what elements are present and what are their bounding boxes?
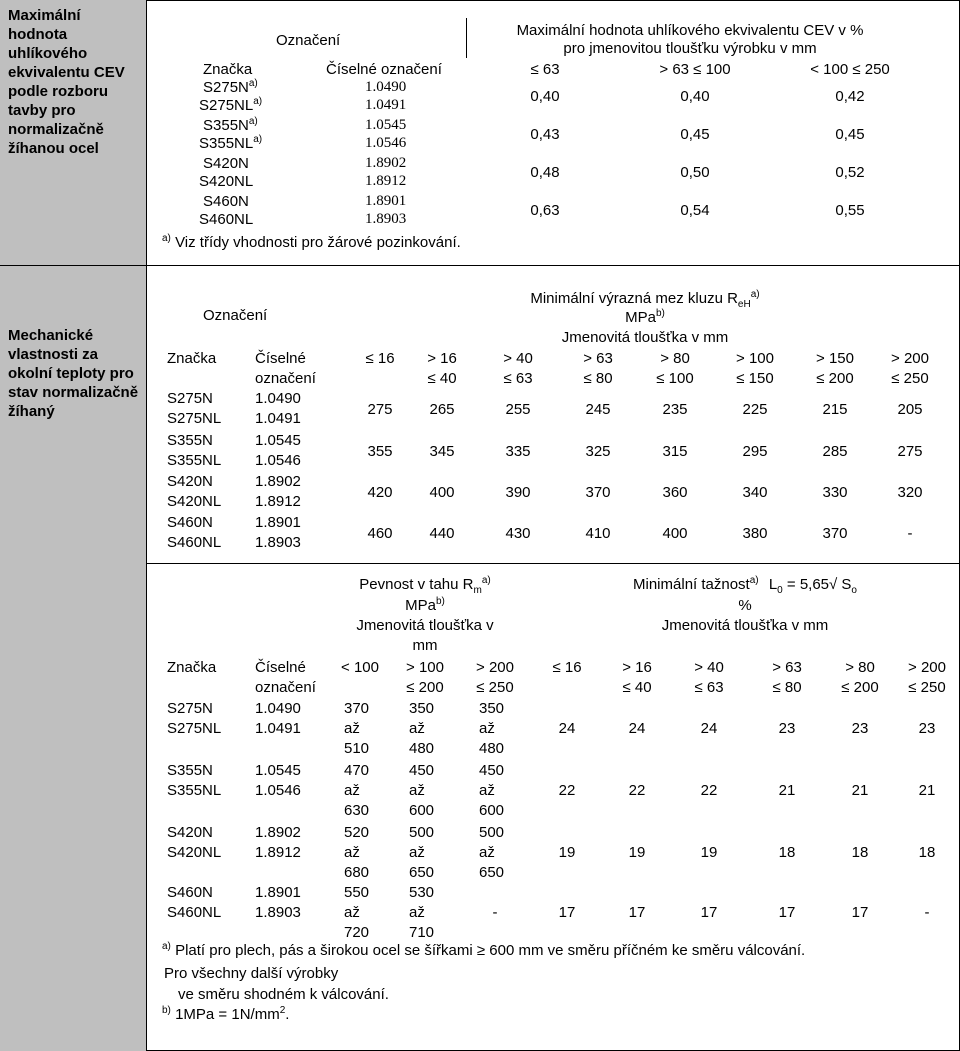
tensile-value: až [479,782,495,799]
cev-grade-text: S420NL [199,173,254,190]
tensile-col-header: ≤ 200 [406,679,444,696]
cev-value: 0,48 [530,164,560,181]
tensile-grade: S420N [167,824,213,841]
cev-value: 0,40 [530,88,560,105]
elong-col-header: > 200 [908,659,946,676]
cev-value: 0,63 [530,202,560,219]
cev-grade [203,79,258,96]
yield-value: 275 [897,443,923,460]
cev-number: 1.8901 [365,193,407,209]
yield-value: 330 [822,484,848,501]
cev-grade-text: S460NL [199,211,254,228]
tensile-value: 510 [344,740,370,757]
cev-head-oznaceni: Označení [276,32,341,49]
elong-thickness: Jmenovitá tloušťka v mm [661,617,829,634]
cev-grade-text: S460N [203,193,249,210]
footnote-b-mark: b) [162,1005,171,1016]
tensile-col-ciselne-2: označení [255,679,316,696]
tensile-value: až [409,844,425,861]
yield-col-header: > 150 [816,350,854,367]
yield-title-sup: a) [750,289,760,300]
elong-unit: % [738,597,752,614]
elong-value: 23 [851,720,869,737]
elong-value: 23 [918,720,936,737]
cev-grade-text: S420N [203,155,249,172]
tensile-grade: S355NL [167,782,222,799]
cev-grade-text: S275NL [199,97,254,114]
cev-grade-sup: a) [253,96,263,107]
yield-value: 370 [822,525,848,542]
elong-value: - [924,904,930,921]
yield-value: 370 [585,484,611,501]
tensile-value: 350 [409,700,435,717]
yield-col-header: > 16 [427,350,457,367]
cev-value: 0,43 [530,126,560,143]
yield-value: 430 [505,525,531,542]
elong-value: 24 [700,720,718,737]
yield-mpa-sup: b) [655,308,665,319]
tensile-value: 500 [409,824,435,841]
yield-value: 345 [429,443,455,460]
cev-head-line1: Maximální hodnota uhlíkového ekvivalentu CEV v % [516,22,864,39]
tensile-col-ciselne-1: Číselné [255,659,306,676]
cev-value: 0,42 [835,88,865,105]
cev-head-divider [466,18,467,58]
yield-number: 1.8902 [255,473,301,490]
elong-value: 17 [628,904,646,921]
tensile-value: až [479,844,495,861]
tensile-value: až [409,782,425,799]
yield-col-header: ≤ 40 [427,370,457,387]
elong-title-sup: a) [749,575,759,586]
yield-col-znacka: Značka [167,350,217,367]
tensile-number: 1.8912 [255,844,301,861]
tensile-value: 630 [344,802,370,819]
cev-value: 0,45 [835,126,865,143]
tensile-value: 500 [479,824,505,841]
tensile-mpa-text: MPa [405,597,436,614]
yield-value: 285 [822,443,848,460]
tensile-value: až [344,782,360,799]
elong-col-header: ≤ 250 [908,679,946,696]
tensile-value: až [479,720,495,737]
tensile-number: 1.0546 [255,782,301,799]
yield-col-header: ≤ 250 [891,370,929,387]
tensile-value: 350 [479,700,505,717]
elong-value: 22 [628,782,646,799]
cev-grade-sup: a) [248,78,258,89]
yield-col-header: ≤ 150 [736,370,774,387]
yield-grade: S355N [167,432,213,449]
elong-value: 17 [700,904,718,921]
footnote-a-line2: Pro všechny další výrobky [164,965,339,982]
footnote-a-mark: a) [162,941,171,952]
yield-value: 340 [742,484,768,501]
tensile-value: 450 [409,762,435,779]
tensile-value: 550 [344,884,370,901]
yield-thickness: Jmenovitá tloušťka v mm [561,329,729,346]
footnote-b [162,1006,289,1023]
cev-grade [199,173,253,190]
elong-title [570,575,920,596]
yield-grade: S460NL [167,534,222,551]
footnote-b-sup: 2 [279,1005,286,1016]
yield-col-header: ≤ 16 [365,350,395,367]
yield-title [470,289,820,310]
elong-value: 18 [778,844,796,861]
elong-col-header: ≤ 40 [622,679,652,696]
cev-grade-text: S355NL [199,135,254,152]
yield-col-header: ≤ 200 [816,370,854,387]
cev-grade [203,155,249,172]
cev-col-t3: < 100 ≤ 250 [810,61,890,78]
yield-grade: S420N [167,473,213,490]
yield-value: 440 [429,525,455,542]
tensile-thickness-1: Jmenovitá tloušťka v [356,617,494,634]
tensile-grade: S460N [167,884,213,901]
footnote-a-line1: Platí pro plech, pás a širokou ocel se šířkami ≥ 600 mm ve směru příčném ke směru válcování. [175,942,806,959]
elong-value: 21 [918,782,936,799]
cev-value: 0,52 [835,164,865,181]
elong-formula-sub0: 0 [777,585,783,596]
elong-value: 18 [851,844,869,861]
elong-value: 23 [778,720,796,737]
yield-grade: S275NL [167,410,222,427]
yield-value: 265 [429,401,455,418]
yield-value: 460 [367,525,393,542]
tensile-value: až [344,720,360,737]
elong-col-header: > 63 [772,659,802,676]
yield-col-header: ≤ 63 [503,370,533,387]
cev-head-line2: pro jmenovitou tloušťku výrobku v mm [563,40,817,57]
elong-col-header: ≤ 63 [694,679,724,696]
yield-col-header: ≤ 100 [656,370,694,387]
tensile-value: 470 [344,762,370,779]
tensile-number: 1.0545 [255,762,301,779]
elong-col-header: ≤ 200 [841,679,879,696]
yield-value: 335 [505,443,531,460]
yield-number: 1.8903 [255,534,301,551]
tensile-value: 650 [479,864,505,881]
yield-col-header: > 100 [736,350,774,367]
tensile-mpa-sup: b) [435,596,445,607]
tensile-col-header: < 100 [341,659,379,676]
elong-value: 24 [628,720,646,737]
tensile-value: 480 [479,740,505,757]
tensile-value: až [409,720,425,737]
tensile-col-header: > 200 [476,659,514,676]
yield-number: 1.0545 [255,432,301,449]
elong-col-header: ≤ 16 [552,659,582,676]
yield-value: 410 [585,525,611,542]
elong-value: 24 [558,720,576,737]
cev-number: 1.8902 [365,155,407,171]
elong-formula-eq: = 5,65√ S [782,576,852,593]
elong-title-text: Minimální tažnost [633,576,750,593]
tensile-title [330,575,520,596]
tensile-value: - [492,904,498,921]
cev-number: 1.8912 [365,173,407,189]
yield-value: 245 [585,401,611,418]
elong-col-header: > 16 [622,659,652,676]
cev-number: 1.0546 [365,135,407,151]
elong-value: 22 [700,782,718,799]
cev-grade [203,193,249,210]
yield-number: 1.8901 [255,514,301,531]
tensile-title-sub: m [473,585,482,596]
tensile-value: 710 [409,924,435,941]
yield-col-ciselne-2: označení [255,370,316,387]
cev-col-znacka: Značka [203,61,253,78]
cev-grade [199,97,262,114]
yield-value: 420 [367,484,393,501]
cev-number: 1.0545 [365,117,407,133]
elong-value: 21 [778,782,796,799]
yield-value: 355 [367,443,393,460]
mech-section-label [0,266,147,1051]
yield-value: - [907,525,913,542]
yield-value: 360 [662,484,688,501]
yield-value: 400 [662,525,688,542]
tensile-col-header: > 100 [406,659,444,676]
cev-value: 0,54 [680,202,710,219]
tensile-grade: S275N [167,700,213,717]
elong-value: 19 [628,844,646,861]
tensile-value: 680 [344,864,370,881]
cev-number: 1.0491 [365,97,407,113]
yield-col-header: > 80 [660,350,690,367]
footnote-b-text: 1MPa = 1N/mm [175,1006,280,1023]
yield-value: 295 [742,443,768,460]
tensile-title-sup: a) [481,575,491,586]
yield-col-header: > 40 [503,350,533,367]
cev-col-t2: > 63 ≤ 100 [659,61,731,78]
tensile-value: 520 [344,824,370,841]
elong-formula-subo: o [851,585,857,596]
cev-col-t1: ≤ 63 [530,61,560,78]
yield-value: 380 [742,525,768,542]
cev-col-ciselne: Číselné označení [326,61,442,78]
tensile-value: 600 [409,802,435,819]
cev-footnote-mark: a) [162,233,171,244]
footnote-a [162,942,805,959]
yield-grade: S420NL [167,493,222,510]
elong-col-header: > 40 [694,659,724,676]
section-divider-2 [147,563,960,564]
yield-value: 390 [505,484,531,501]
elong-value: 17 [851,904,869,921]
tensile-title-text: Pevnost v tahu R [359,576,474,593]
cev-value: 0,45 [680,126,710,143]
mech-label-text: Mechanické vlastnosti za okolní teploty pro stav normalizačně žíhaný [8,327,139,420]
tensile-value: 650 [409,864,435,881]
yield-value: 215 [822,401,848,418]
yield-col-header: > 200 [891,350,929,367]
tensile-value: 480 [409,740,435,757]
elong-col-header: > 80 [845,659,875,676]
elong-value: 22 [558,782,576,799]
tensile-grade: S355N [167,762,213,779]
yield-mpa-text: MPa [625,309,656,326]
cev-label-text: Maximální hodnota uhlíkového ekvivalentu CEV podle rozboru tavby pro normalizačně žíhanou ocel [8,7,125,157]
cev-grade [199,135,262,152]
yield-value: 235 [662,401,688,418]
tensile-col-znacka: Značka [167,659,217,676]
cev-grade-sup: a) [253,134,263,145]
elong-value: 17 [558,904,576,921]
cev-grade [203,117,258,134]
cev-grade-text: S355N [203,117,249,134]
yield-head-oznaceni: Označení [203,307,268,324]
tensile-value: až [344,844,360,861]
cev-grade [199,211,253,228]
yield-col-header: > 63 [583,350,613,367]
tensile-value: 720 [344,924,370,941]
yield-number: 1.0546 [255,452,301,469]
tensile-number: 1.8902 [255,824,301,841]
tensile-number: 1.8903 [255,904,301,921]
yield-value: 325 [585,443,611,460]
yield-value: 315 [662,443,688,460]
elong-value: 19 [558,844,576,861]
yield-number: 1.0490 [255,390,301,407]
tensile-grade: S275NL [167,720,222,737]
elong-value: 19 [700,844,718,861]
yield-mpa [470,309,820,326]
yield-col-ciselne-1: Číselné [255,350,306,367]
yield-number: 1.0491 [255,410,301,427]
yield-value: 205 [897,401,923,418]
tensile-value: 600 [479,802,505,819]
footnote-a-line3: ve směru shodném k válcování. [178,986,389,1003]
yield-title-sub: eH [737,299,751,310]
tensile-value: až [409,904,425,921]
yield-grade: S355NL [167,452,222,469]
elong-value: 18 [918,844,936,861]
yield-value: 275 [367,401,393,418]
cev-number: 1.8903 [365,211,407,227]
cev-value: 0,50 [680,164,710,181]
yield-grade: S275N [167,390,213,407]
cev-value: 0,55 [835,202,865,219]
yield-value: 255 [505,401,531,418]
cev-value: 0,40 [680,88,710,105]
cev-footnote [162,234,461,251]
yield-grade: S460N [167,514,213,531]
tensile-value: až [344,904,360,921]
elong-value: 21 [851,782,869,799]
yield-value: 400 [429,484,455,501]
cev-footnote-text: Viz třídy vhodnosti pro žárové pozinkování. [175,234,461,251]
tensile-grade: S460NL [167,904,222,921]
tensile-thickness-2: mm [412,637,438,654]
tensile-number: 1.0490 [255,700,301,717]
tensile-value: 530 [409,884,435,901]
elong-formula: L [768,576,778,593]
tensile-col-header: ≤ 250 [476,679,514,696]
tensile-grade: S420NL [167,844,222,861]
elong-value: 17 [778,904,796,921]
yield-title-text: Minimální výrazná mez kluzu R [530,290,738,307]
tensile-number: 1.0491 [255,720,301,737]
cev-grade-text: S275N [203,79,249,96]
tensile-mpa [330,597,520,614]
yield-value: 320 [897,484,923,501]
yield-number: 1.8912 [255,493,301,510]
footnote-b-end: . [285,1006,290,1023]
yield-col-header: ≤ 80 [583,370,613,387]
cev-section-label [0,0,147,265]
cev-number: 1.0490 [365,79,407,95]
tensile-number: 1.8901 [255,884,301,901]
tensile-value: 450 [479,762,505,779]
yield-value: 225 [742,401,768,418]
tensile-value: 370 [344,700,370,717]
elong-col-header: ≤ 80 [772,679,802,696]
cev-grade-sup: a) [248,116,258,127]
